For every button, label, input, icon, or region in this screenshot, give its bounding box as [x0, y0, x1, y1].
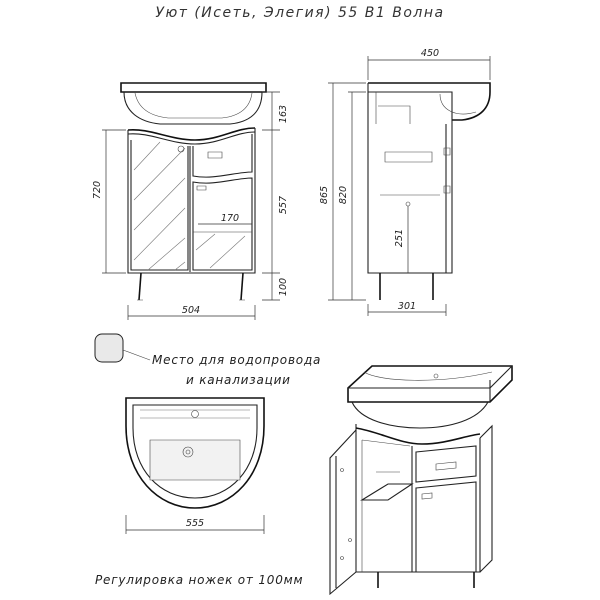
- dim-inner-height: 251: [394, 228, 405, 248]
- front-view: [92, 83, 289, 320]
- dim-top-height: 163: [278, 104, 289, 124]
- legend-line-1: Место для водопровода: [152, 353, 322, 367]
- drawing-title: Уют (Исеть, Элегия) 55 В1 Волна: [155, 5, 445, 21]
- dim-basin-width: 555: [185, 518, 205, 529]
- dim-shelf-width: 170: [220, 213, 240, 224]
- footer-note: Регулировка ножек от 100мм: [95, 573, 304, 587]
- dim-side-depth: 450: [420, 48, 440, 59]
- front-left-door: [131, 140, 188, 270]
- side-view: [319, 48, 490, 316]
- legend: [95, 334, 321, 387]
- dim-front-width: 504: [181, 305, 201, 316]
- dim-body-height: 557: [278, 195, 289, 215]
- dim-leg-height: 100: [278, 277, 289, 297]
- dim-full-height: 865: [319, 185, 330, 205]
- isometric-view: [330, 366, 512, 594]
- dim-side-bottom-depth: 301: [397, 301, 417, 312]
- dim-front-total-height: 720: [92, 180, 103, 200]
- plumbing-zone-swatch: [95, 334, 123, 362]
- legend-line-2: и канализации: [186, 373, 291, 387]
- top-view: [126, 398, 264, 534]
- dim-side-height: 820: [338, 185, 349, 205]
